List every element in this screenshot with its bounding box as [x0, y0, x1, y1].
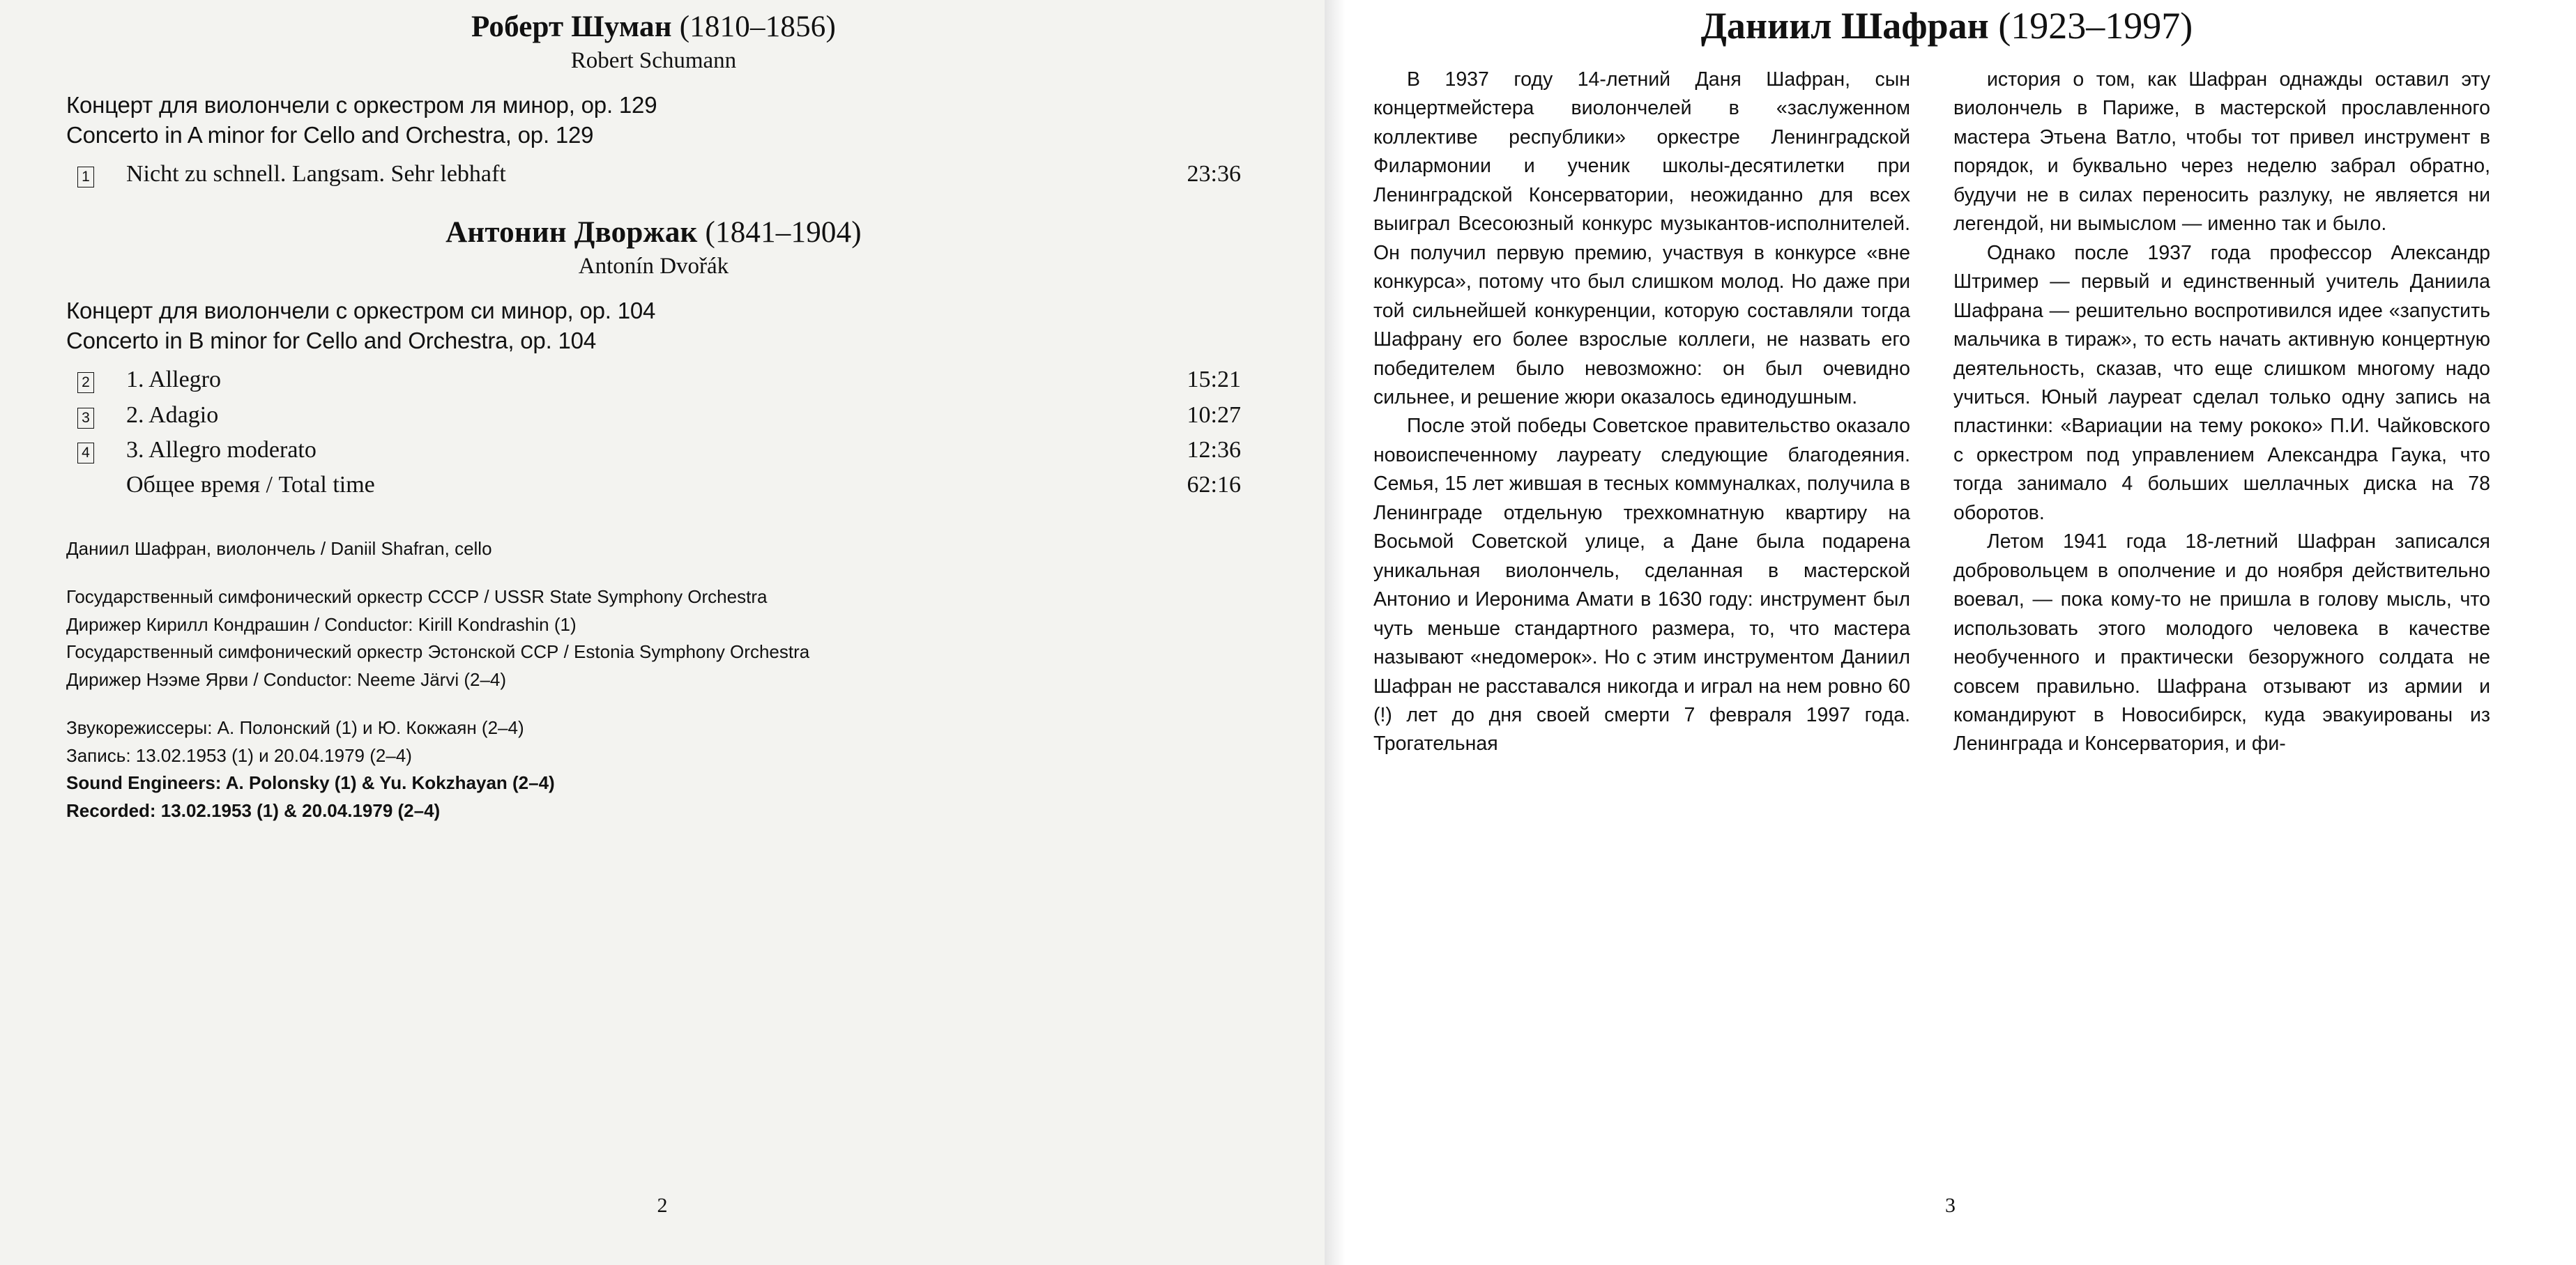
credits-block [66, 535, 1241, 825]
composer-years: (1810–1856) [679, 10, 837, 43]
paragraph: история о том, как Шафран однажды оставил эту виолончель в Париже, в мастерской прославленного мастера Этьена Ватло, чтобы тот привел инструмент в порядок, и буквально через неделю забрал обратно, будучи не в силах переносить разлуку, не является ни легендой, ни вымыслом — именно так и было. [1953, 68, 2490, 236]
composer-name-latin: Antonín Dvořák [578, 254, 729, 279]
article-column-left [1373, 66, 1910, 759]
paragraph: В 1937 году 14-летний Даня Шафран, сын концертмейстера виолончелей в «заслуженном коллективе республики» оркестре Ленинградской Филармонии и ученик школы-десятилетки при Ленинградской Консерватории, неожиданно для всех выиграл Всесоюзный конкурс музыкантов-исполнителей. Он получил первую премию, участвуя в конкурсе «вне конкурса», потому что был слишком молод. Но даже при той сильнейшей конкуренции, которую составляли тогда Шафрану его более взрослые коллеги, не назвать его победителем было невозможно: он был очевидно сильнее, и решение жюри оказалось единодушным. [1373, 68, 1910, 408]
credits-technical-group [66, 714, 1241, 825]
composer-name-latin: Robert Schumann [570, 48, 737, 73]
track-title: 1. Allegro [126, 367, 221, 393]
track-title: Nicht zu schnell. Langsam. Sehr lebhaft [126, 161, 506, 187]
credit-orchestra-2: Государственный симфонический оркестр Эстонской ССР / Estonia Symphony Orchestra [66, 641, 810, 663]
composer-heading-schumann [66, 10, 1241, 44]
track-duration: 12:36 [1187, 436, 1241, 463]
page-title-years: (1923–1997) [1998, 5, 2193, 47]
work-title-en: Concerto in B minor for Cello and Orchestra, op. 104 [66, 328, 596, 354]
track-row [66, 398, 1241, 433]
work-block-schumann [66, 10, 1241, 192]
track-row [66, 362, 1241, 397]
track-number [66, 408, 109, 429]
track-duration: 10:27 [1187, 401, 1241, 428]
article-columns [1373, 66, 2520, 759]
page-title-name: Даниил Шафран [1700, 5, 1989, 47]
track-number-empty [66, 478, 109, 498]
total-time-value: 62:16 [1187, 472, 1241, 498]
paragraph: После этой победы Советское правительство оказало новоиспеченному лауреату следующие благодеяния. Семья, 15 лет жившая в тесных коммуналках, получила в Ленинграде отдельную трехкомнатную квартиру на Восьмой Советской улице, а Дане была подарена уникальная виолончель, сделанная в мастерской Антонио и Иеронима Амати в 1630 году: инструмент был чуть меньше стандартного размера, то, что мастера называют «недомерок». Но с этим инструментом Даниил Шафран не расставался никогда и играл на нем ровно 60 (!) лет до дня своей смерти 7 февраля 1997 года. Трогательная [1373, 415, 1910, 756]
track-list-schumann [66, 157, 1241, 192]
credits-soloist-group [66, 535, 1241, 563]
work-block-dvorak [66, 215, 1241, 503]
paragraph: Однако после 1937 года профессор Александр Штример — первый и единственный учитель Даниила Шафрана — решительно воспротивился идее «запустить мальчика в тираж», то есть начать активную концертную деятельность, сказав, что еще слишком многому надо учиться. Юный лауреат сделал только одну запись на пластинки: «Вариации на тему рококо» П.И. Чайковского с оркестром под управлением Александра Гаука, что тогда занимало 4 больших шеллачных диска на 78 оборотов. [1953, 241, 2490, 524]
credit-conductor-1: Дирижер Кирилл Кондрашин / Conductor: Kirill Kondrashin (1) [66, 613, 577, 635]
credit-conductor-2: Дирижер Нээме Ярви / Conductor: Neeme Järvi (2–4) [66, 668, 507, 690]
work-title-ru: Концерт для виолончели с оркестром ля минор, ор. 129 [66, 92, 657, 118]
work-title-en: Concerto in A minor for Cello and Orchestra, op. 129 [66, 122, 594, 148]
track-duration: 15:21 [1187, 367, 1241, 393]
track-list-dvorak [66, 362, 1241, 503]
composer-name-ru: Роберт Шуман [471, 10, 672, 43]
page-number-left: 2 [657, 1194, 668, 1217]
credit-orchestra-1: Государственный симфонический оркестр СССР / USSR State Symphony Orchestra [66, 586, 768, 608]
track-number-box: 3 [77, 408, 94, 429]
track-number [66, 372, 109, 393]
track-number [66, 167, 109, 187]
track-duration: 23:36 [1187, 161, 1241, 187]
total-time-row [66, 468, 1241, 503]
page-number-right: 3 [1945, 1194, 1956, 1217]
track-title: 2. Adagio [126, 401, 219, 428]
composer-name-ru: Антонин Дворжак [445, 216, 698, 250]
credit-sound-engineers-ru: Звукорежиссеры: А. Полонский (1) и Ю. Кокжаян (2–4) [66, 717, 524, 739]
composer-years: (1841–1904) [705, 216, 862, 250]
article-column-right [1953, 66, 2490, 759]
track-row [66, 433, 1241, 468]
credit-soloist: Даниил Шафран, виолончель / Daniil Shafran, cello [66, 537, 492, 559]
composer-heading-dvorak [66, 215, 1241, 250]
credit-recorded-ru: Запись: 13.02.1953 (1) и 20.04.1979 (2–4) [66, 744, 412, 766]
paragraph: Летом 1941 года 18-летний Шафран записался добровольцем в ополчение и до ноября действительно воевал, — пока кому-то не пришла в голову мысль, что использовать этого молодого человека в качестве необученного и практически безоружного солдата не совсем правильно. Шафрана отзывают из армии и командируют в Новосибирск, куда эвакуированы из Ленинграда и Консерватория, и фи- [1953, 530, 2490, 756]
track-number-box: 4 [77, 443, 94, 463]
work-title-ru: Концерт для виолончели с оркестром си минор, ор. 104 [66, 298, 656, 324]
total-time-label: Общее время / Total time [126, 472, 375, 498]
credit-recorded-en: Recorded: 13.02.1953 (1) & 20.04.1979 (2–4) [66, 799, 441, 821]
credits-ensemble-group [66, 583, 1241, 693]
page-right [1325, 0, 2576, 1265]
page-title [1373, 4, 2520, 47]
track-number-box: 2 [77, 372, 94, 393]
track-row [66, 157, 1241, 192]
credit-sound-engineers-en: Sound Engineers: A. Polonsky (1) & Yu. Kokzhayan (2–4) [66, 772, 555, 794]
track-number [66, 443, 109, 463]
track-number-box: 1 [77, 167, 94, 187]
track-title: 3. Allegro moderato [126, 436, 317, 463]
